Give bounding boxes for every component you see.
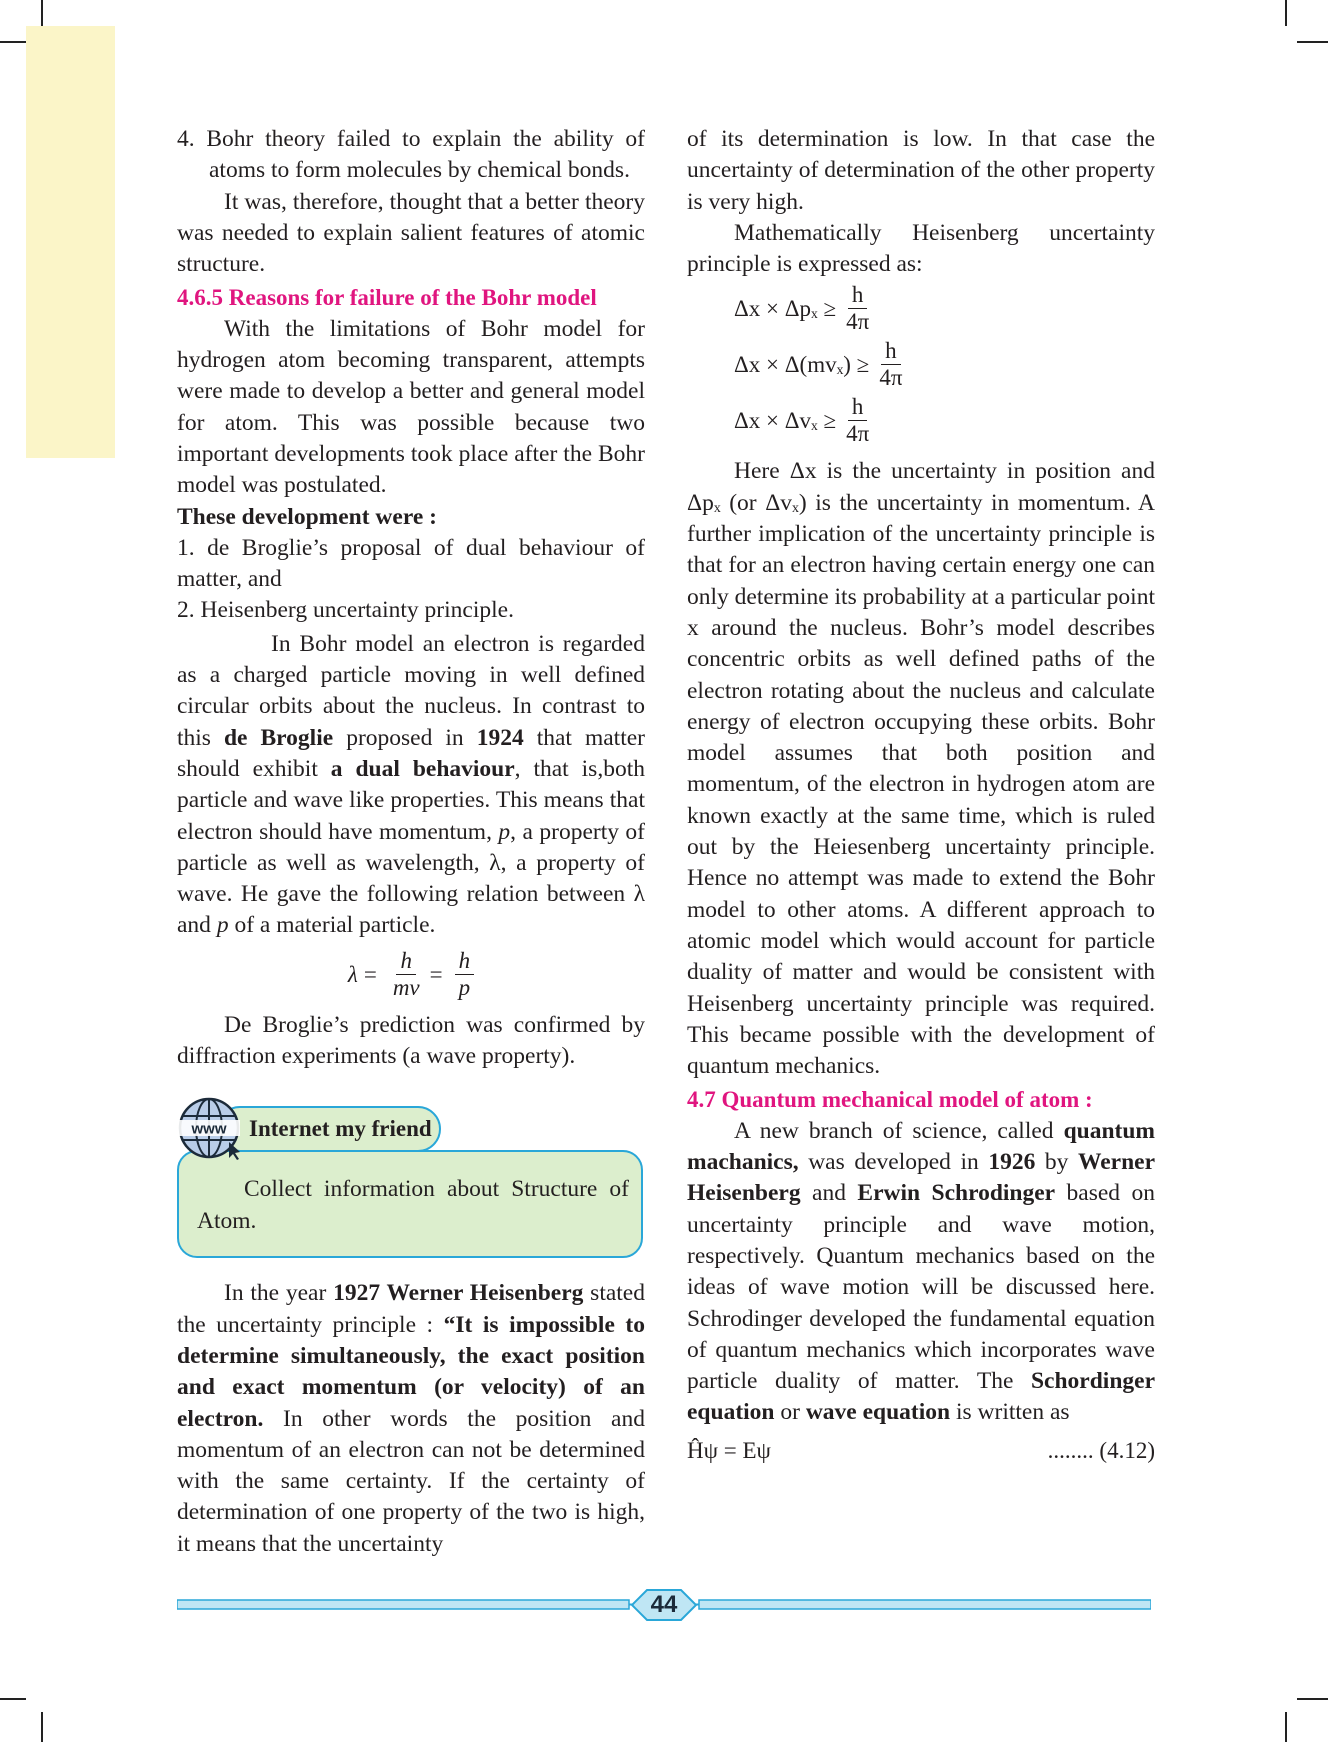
page-number: 44 bbox=[650, 1591, 678, 1618]
fraction-h-over-4pi: $\frac{h}{4\pi}$ bbox=[846, 393, 870, 446]
section-heading-4-6-5: 4.6.5 Reasons for failure of the Bohr model bbox=[177, 285, 597, 311]
margin-color-strip bbox=[26, 26, 115, 458]
crop-mark bbox=[41, 0, 43, 26]
fraction-h-over-4pi: $\frac{h}{4\pi}$ bbox=[846, 281, 870, 334]
formula-lhs: Δx × Δ(mvₓ) ≥ bbox=[734, 351, 870, 377]
paragraph: In Bohr model an electron is regarded as a charged particle moving in well defined circular orbits about the nucleus. In contrast to this de Broglie proposed in 1924 that matter should exhibit a dual behaviour, that is,both particle and wave like properties. This means that electron should have momentum, p, a property of particle as well as wavelength, λ, a property of wave. He gave the following relation between λ and p of a material particle. bbox=[177, 630, 645, 939]
crop-mark bbox=[0, 1698, 26, 1700]
fraction-h-over-p: $\frac{h}{p}$ bbox=[455, 948, 475, 1001]
uncertainty-formula-3 bbox=[687, 392, 1155, 448]
fraction-h-over-4pi: $\frac{h}{4\pi}$ bbox=[879, 337, 903, 390]
schrodinger-equation bbox=[687, 1429, 1155, 1467]
equals-sign: = bbox=[363, 962, 377, 988]
equation-number: ........ (4.12) bbox=[1047, 1438, 1155, 1464]
bold-subheading: These development were : bbox=[177, 503, 437, 530]
internet-box-title: Internet my friend bbox=[217, 1106, 441, 1152]
list-item: 2. Heisenberg uncertainty principle. bbox=[177, 597, 514, 624]
crop-mark bbox=[1285, 0, 1287, 26]
internet-box-body bbox=[177, 1150, 643, 1258]
crop-mark bbox=[1285, 1712, 1287, 1742]
list-item: 1. de Broglie’s proposal of dual behaviour of matter, and bbox=[177, 534, 645, 593]
lambda-symbol: λ bbox=[347, 962, 358, 988]
formula-lhs: Δx × Δpₓ ≥ bbox=[734, 295, 837, 321]
de-broglie-equation bbox=[177, 944, 645, 1006]
paragraph: A new branch of science, called quantum machanics, was developed in 1926 by Werner Heisenberg and Erwin Schrodinger based on uncertainty principle and wave motion, respectively. Quantum mechanics based on the ideas of wave motion will be discussed here. Schrodinger developed the fundamental equation of quantum mechanics which incorporates wave particle duality of matter. The Schordinger equation or wave equation is written as bbox=[687, 1117, 1155, 1426]
section-heading-4-7: 4.7 Quantum mechanical model of atom : bbox=[687, 1087, 1093, 1113]
crop-mark bbox=[1297, 1698, 1328, 1700]
equation-text: Ĥψ = Eψ bbox=[687, 1438, 771, 1464]
crop-mark bbox=[41, 1712, 43, 1742]
internet-my-friend-box bbox=[177, 1086, 645, 1258]
internet-box-text: Collect information about Structure of Atom. bbox=[197, 1176, 629, 1234]
crop-mark bbox=[0, 41, 26, 43]
svg-text:www: www bbox=[191, 1120, 227, 1138]
crop-mark bbox=[1297, 41, 1328, 43]
right-column bbox=[687, 124, 1155, 1467]
globe-www-icon bbox=[177, 1096, 241, 1160]
left-column bbox=[177, 124, 645, 1560]
uncertainty-formula-2 bbox=[687, 336, 1155, 392]
paragraph: It was, therefore, thought that a better theory was needed to explain salient features of atomic structure. bbox=[177, 188, 645, 278]
formula-lhs: Δx × Δvₓ ≥ bbox=[734, 407, 837, 433]
equals-sign: = bbox=[429, 962, 443, 988]
paragraph: Here Δx is the uncertainty in position and Δpₓ (or Δvₓ) is the uncertainty in momentum. A further implication of the uncertainty principle is that for an electron having certain energy one can only determine its probability at a particular point x around the nucleus. Bohr’s model describes concentric orbits as well defined paths of the electron rotating about the nucleus and calculate energy of electron occupying these orbits. Bohr model assumes that both position and momentum, of the electron in hydrogen atom are known exactly at the same time, which is ruled out by the Heiesenberg uncertainty principle. Hence no attempt was made to extend the Bohr model to other atoms. A different approach to atomic model which would account for particle duality of matter and would be consistent with Heisenberg uncertainty principle was required. This became possible with the development of quantum mechanics. bbox=[687, 458, 1155, 1080]
uncertainty-formula-1 bbox=[687, 280, 1155, 336]
paragraph: With the limitations of Bohr model for hydrogen atom becoming transparent, attempts were made to develop a better and general model for atom. This was possible because two important developments took place after the Bohr model was postulated. bbox=[177, 315, 645, 499]
point-4-text: 4. Bohr theory failed to explain the ability of atoms to form molecules by chemical bonds. bbox=[177, 126, 645, 184]
fraction-h-over-mv: $\frac{h}{mv}$ bbox=[392, 948, 420, 1001]
paragraph: Mathematically Heisenberg uncertainty principle is expressed as: bbox=[687, 219, 1155, 278]
paragraph: In the year 1927 Werner Heisenberg stated the uncertainty principle : “It is impossible to determine simultaneously, the exact position and exact momentum (or velocity) of an electron. In other words the position and momentum of an electron can not be determined with the same certainty. If the certainty of determination of one property of the two is high, it means that the uncertainty bbox=[177, 1280, 646, 1557]
paragraph: De Broglie’s prediction was confirmed by diffraction experiments (a wave property). bbox=[177, 1011, 645, 1070]
paragraph: of its determination is low. In that case the uncertainty of determination of the other property is very high. bbox=[687, 126, 1155, 215]
